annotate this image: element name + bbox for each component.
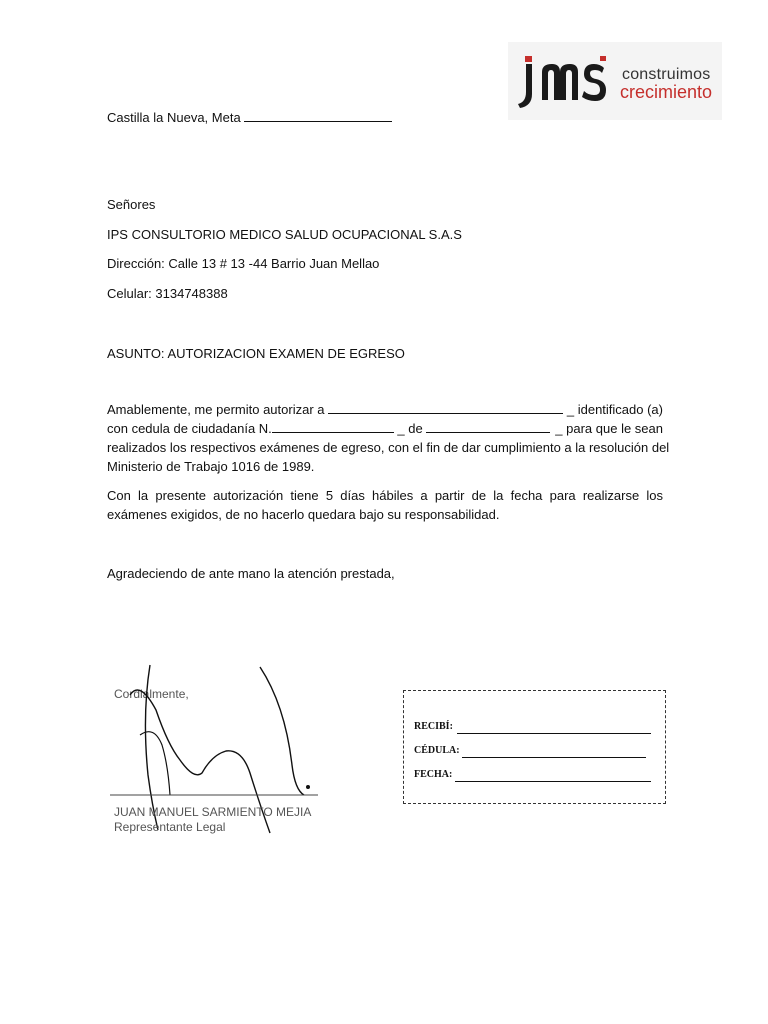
body-line-1: [107, 400, 663, 419]
body-paragraph-2: Con la presente autorización tiene 5 días hábiles a partir de la fecha para realizarse los exámenes exigidos, de no hacerlo quedara bajo su responsabilidad.: [107, 488, 663, 522]
body-text: _ identificado (a): [566, 402, 663, 417]
place-text: Castilla la Nueva, Meta: [107, 110, 241, 125]
regards-text: Cordialmente,: [114, 687, 189, 701]
employee-name-blank: [328, 401, 563, 414]
logo-tagline-line2: crecimiento: [620, 82, 713, 102]
id-label: CÉDULA: [414, 745, 457, 756]
body-text: _ de: [397, 421, 423, 436]
closing-line: Agradeciendo de ante mano la atención prestada,: [107, 566, 395, 581]
body-line-3: realizados los respectivos exámenes de egreso, con el fin de dar cumplimiento a la resolución del: [107, 440, 670, 455]
date-label: FECHA: [414, 769, 449, 780]
id-row: CÉDULA:: [414, 745, 460, 756]
receipt-box: [403, 690, 666, 804]
received-row: RECIBÍ:: [414, 721, 453, 732]
id-number-blank: [272, 420, 394, 433]
signature-block: [110, 655, 350, 845]
body-text: Amablemente, me permito autorizar a: [107, 402, 325, 417]
received-blank[interactable]: [457, 732, 651, 734]
subject-line: ASUNTO: AUTORIZACION EXAMEN DE EGRESO: [107, 346, 405, 361]
id-blank[interactable]: [462, 756, 646, 758]
body-line-4: Ministerio de Trabajo 1016 de 1989.: [107, 459, 315, 474]
date-row: FECHA:: [414, 769, 453, 780]
body-text: _ para que le sean: [555, 421, 663, 436]
signer-name: JUAN MANUEL SARMIENTO MEJIA: [114, 805, 312, 819]
salutation: Señores: [107, 197, 156, 212]
place-date-line: [107, 108, 392, 127]
recipient-address: Dirección: Calle 13 # 13 -44 Barrio Juan Mellao: [107, 256, 380, 271]
body-text: con cedula de ciudadanía N.: [107, 421, 272, 436]
recipient-name: IPS CONSULTORIO MEDICO SALUD OCUPACIONAL S.A.S: [107, 227, 462, 242]
recipient-phone: Celular: 3134748388: [107, 286, 228, 301]
received-label: RECIBÍ: [414, 721, 450, 732]
body-line-2: [107, 419, 663, 438]
signer-role: Representante Legal: [114, 820, 226, 834]
id-city-blank: [426, 420, 550, 433]
date-blank: [244, 109, 392, 122]
date-blank[interactable]: [455, 780, 651, 782]
company-logo: [508, 42, 722, 120]
logo-tagline-line1: construimos: [622, 66, 711, 83]
